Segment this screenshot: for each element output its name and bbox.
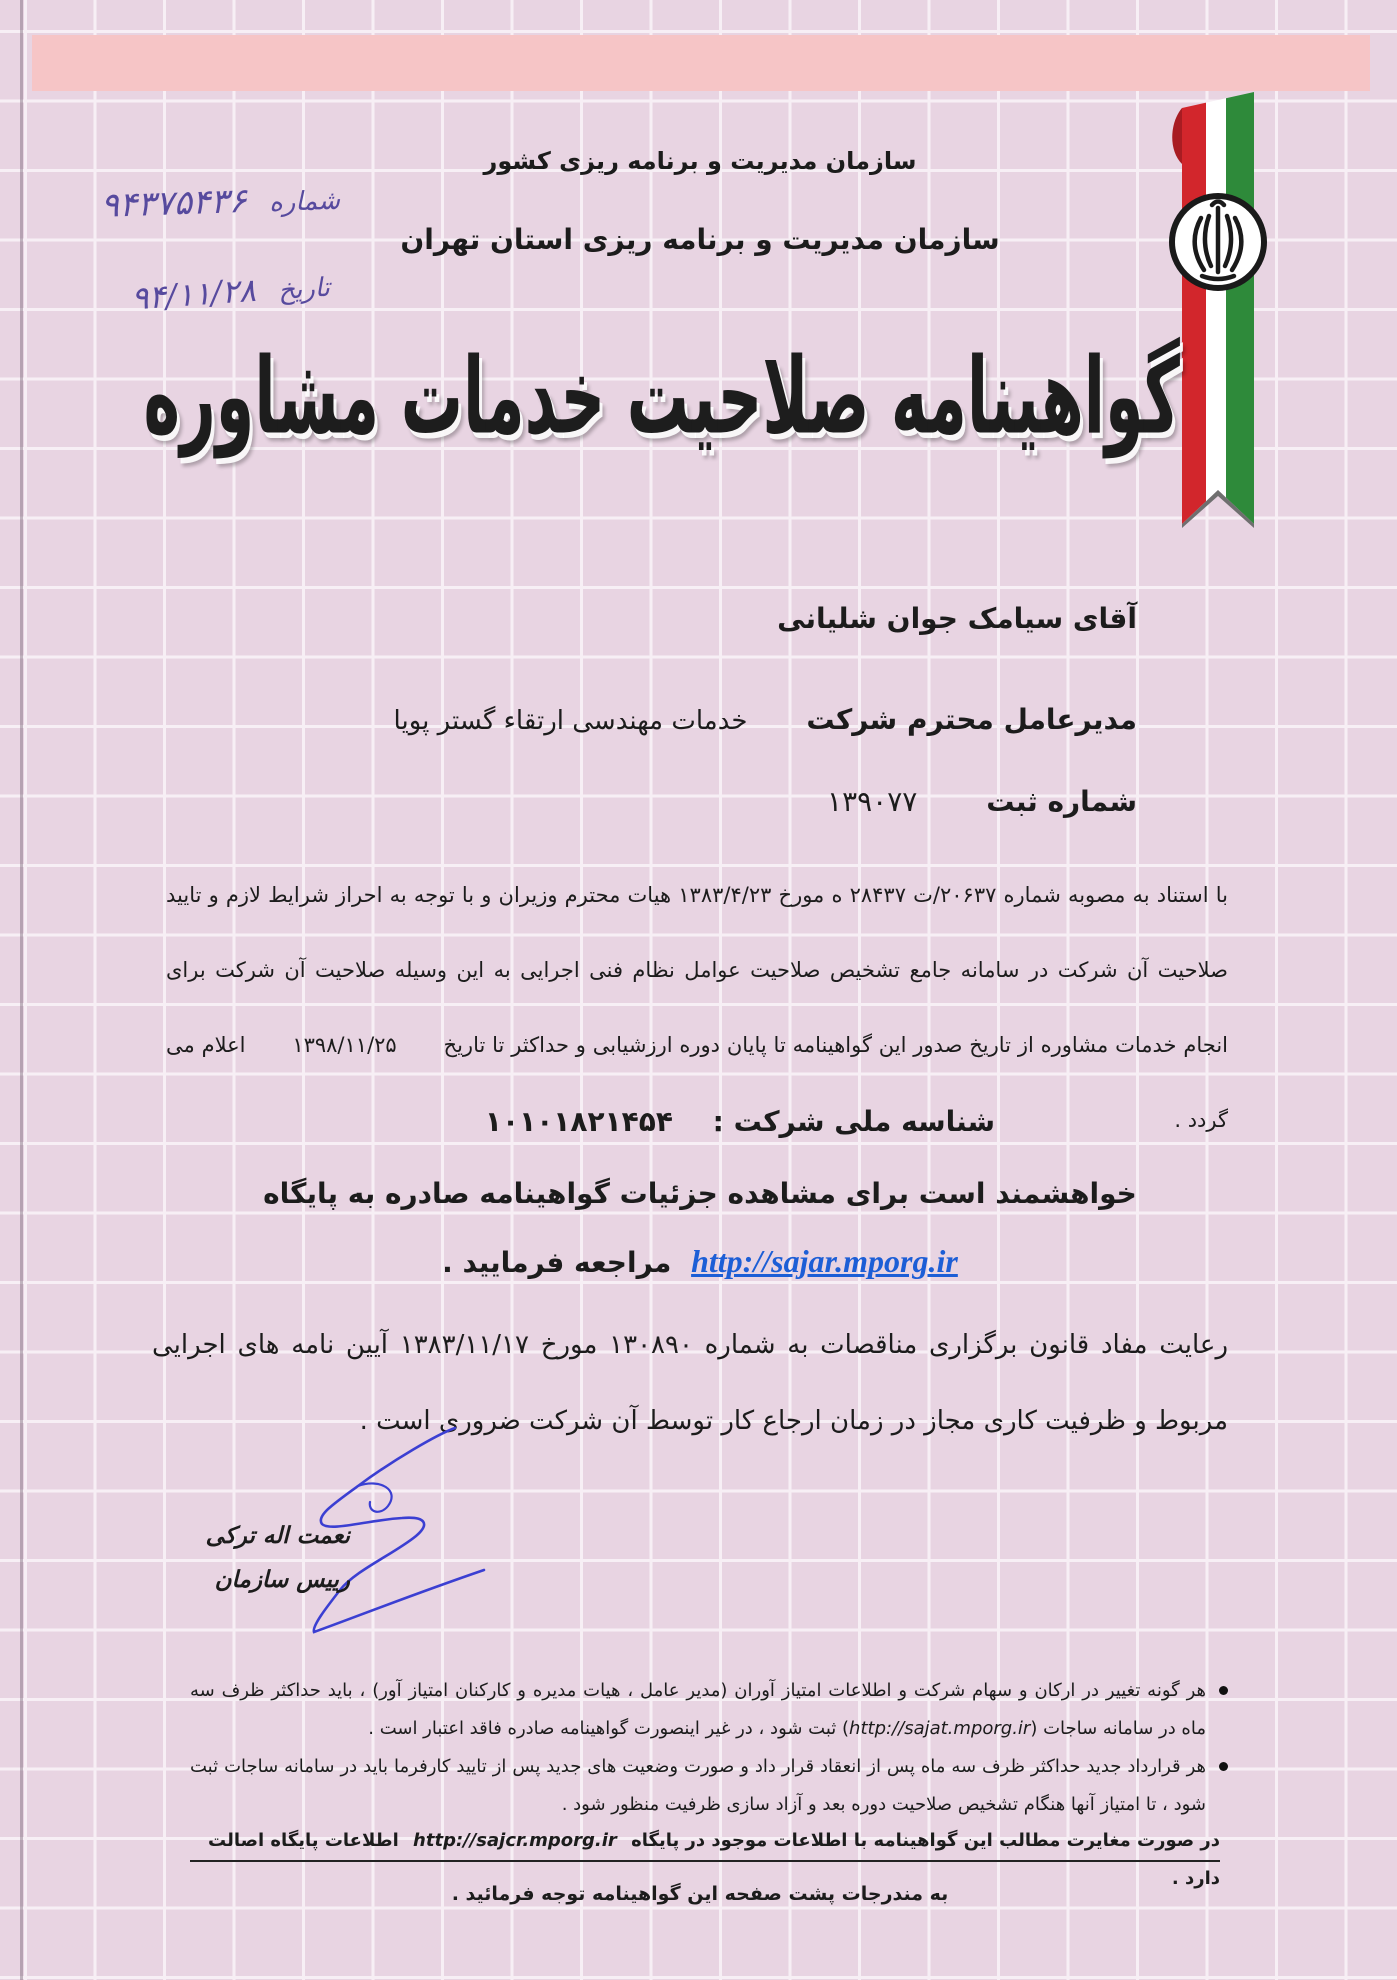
footer-notes [190, 1672, 1232, 1824]
national-id-label: شناسه ملی شرکت : [712, 1105, 996, 1138]
body-text-end: اعلام می گردد . [166, 1033, 1228, 1132]
flag-ribbon [1182, 92, 1254, 528]
signatory-name: نعمت اله ترکی [205, 1523, 350, 1549]
portal-refer-text: مراجعه فرمایید . [442, 1246, 672, 1279]
signature-loop [358, 1483, 392, 1511]
certificate-title: گواهینامه صلاحیت خدمات مشاوره [143, 334, 1180, 459]
company-name: خدمات مهندسی ارتقاء گستر پویا [393, 706, 748, 736]
list-item [190, 1748, 1232, 1824]
national-id-value: ۱۰۱۰۱۸۲۱۴۵۴ [484, 1105, 673, 1138]
bullet-icon [1219, 1762, 1228, 1771]
number-value: ۹۴۳۷۵۴۳۶ [100, 180, 248, 226]
national-id [380, 1100, 1100, 1144]
body-text: با استناد به مصوبه شماره ۲۰۶۳۷/ت ۲۸۴۳۷ ه مورخ ۱۳۸۳/۴/۲۳ هیات محترم وزیران و با توجه به احراز شرایط لازم و تایید صلاحیت آن شرکت در سامانه جامع تشخیص صلاحیت عوامل نظام فنی اجرایی به این وسیله صلاحیت آن شرکت برای انجام خدمات مشاوره از تاریخ صدور این گواهینامه تا پایان دوره ارزشیابی و حداکثر تا تاریخ [166, 883, 1228, 1057]
date-label: تاریخ [277, 272, 331, 307]
discrepancy-text-end: اطلاعات پایگاه اصالت دارد . [208, 1830, 1220, 1889]
position-label: مدیرعامل محترم شرکت [806, 703, 1137, 736]
discrepancy-url: http://sajcr.mporg.ir [413, 1830, 617, 1851]
list-item [190, 1672, 1232, 1748]
bullet-icon [1219, 1686, 1228, 1695]
certificate-title-area [143, 318, 1180, 508]
registration-number: ۱۳۹۰۷۷ [827, 785, 918, 818]
org-province-name: سازمان مدیریت و برنامه ریزی استان تهران [400, 223, 1000, 256]
discrepancy-text: در صورت مغایرت مطالب این گواهینامه با اطلاعات موجود در پایگاه [631, 1830, 1220, 1851]
back-page-note: به مندرجات پشت صفحه این گواهینامه توجه فرمائید . [451, 1883, 949, 1905]
discrepancy-note [190, 1822, 1220, 1889]
handwritten-number [29, 171, 341, 239]
registration [640, 780, 1137, 824]
bullet-text: هر گونه تغییر در ارکان و سهام شرکت و اطلاعات امتیاز آوران (مدیر عامل ، هیات مدیره و کارکنان امتیاز آور) ، باید حداکثر ظرف سه ماه در سامانه ساجات ( [190, 1680, 1206, 1739]
signatory-title: رییس سازمان [214, 1567, 350, 1593]
sajat-url: http://sajat.mporg.ir [849, 1718, 1031, 1739]
tender-law-note: رعایت مفاد قانون برگزاری مناقصات به شماره ۱۳۰۸۹۰ مورخ ۱۳۸۳/۱۱/۱۷ آیین نامه های اجرایی مربوط و ظرفیت کاری مجاز در زمان ارجاع کار توسط آن شرکت ضروری است . [152, 1330, 1228, 1436]
ribbon-white-stripe [1206, 92, 1226, 528]
registration-label: شماره ثبت [986, 785, 1137, 818]
footer-bullet-list [190, 1672, 1232, 1824]
date-value: ۹۴/۱۱/۲۸ [130, 270, 258, 318]
ribbon-red-stripe [1182, 92, 1206, 528]
recipient-position [380, 698, 1137, 743]
number-label: شماره [268, 185, 341, 219]
iran-emblem-icon [1172, 196, 1264, 288]
redaction-bar [32, 35, 1370, 91]
org-national-name: سازمان مدیریت و برنامه ریزی کشور [483, 147, 917, 175]
portal-link-line [250, 1238, 1150, 1286]
ribbon-fold [1172, 108, 1182, 164]
bullet-text: ) ثبت شود ، در غیر اینصورت گواهینامه صادره فاقد اعتبار است . [368, 1718, 850, 1739]
ribbon-green-stripe [1226, 92, 1254, 528]
recipient-name: آقای سیامک جوان شلیانی [777, 602, 1137, 635]
expiry-date: ۱۳۹۸/۱۱/۲۵ [292, 1033, 397, 1057]
scan-edge [20, 0, 23, 1980]
bullet-text: هر قرارداد جدید حداکثر ظرف سه ماه پس از انعقاد قرار داد و صورت وضعیت های جدید پس از تایید کارفرما باید در سامانه ساجات ثبت شود ، تا امتیاز آنها هنگام تشخیص صلاحیت دوره بعد و آزاد سازی ظرفیت منظور شود . [190, 1756, 1206, 1815]
portal-link[interactable]: http://sajar.mporg.ir [691, 1243, 958, 1279]
portal-instruction: خواهشمند است برای مشاهده جزئیات گواهینامه صادره به پایگاه [263, 1177, 1137, 1210]
